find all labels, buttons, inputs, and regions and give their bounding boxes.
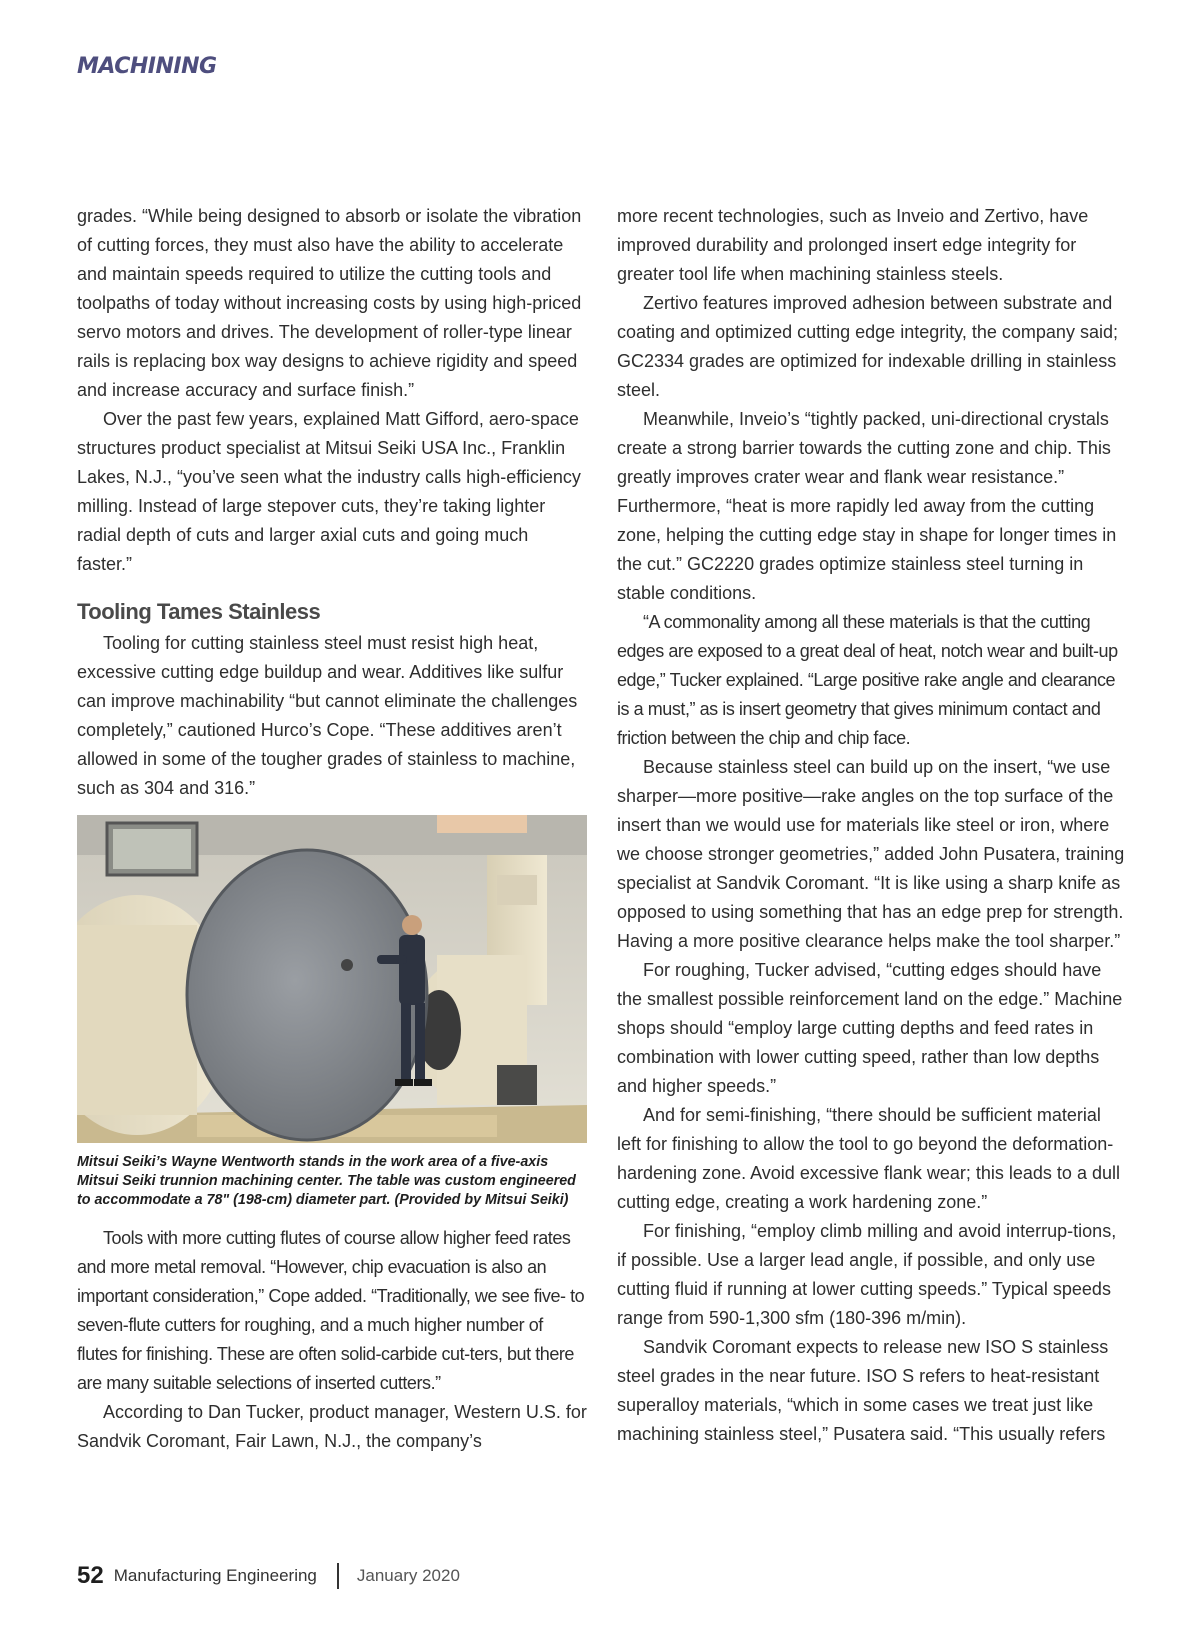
paragraph: grades. “While being designed to absorb or isolate the vibration of cutting forces, they must also have the ability to accelerate and maintain speeds required to utilize the cutting tools and toolpaths of today without increasing costs by using high-priced servo motors and drives. The development of roller-type linear rails is replacing box way designs to achieve rigidity and speed and increase accuracy and surface finish.” [77,206,582,400]
subheading: Tooling Tames Stainless [77,599,321,624]
page-footer [77,1562,460,1590]
paragraph: Meanwhile, Inveio’s “tightly packed, uni-directional crystals create a strong barrier towards the cutting zone and chip. This greatly improves crater wear and flank wear resistance.” Furthermore, “heat is more rapidly led away from the cutting zone, helping the cutting edge stay in shape for longer times in the cut.” GC2220 grades optimize stainless steel turning in stable conditions. [617,409,1117,603]
issue-date: January 2020 [356,1566,460,1585]
paragraph: And for semi-finishing, “there should be sufficient material left for finishing to allow the tool to go beyond the deformation-hardening zone. Avoid excessive flank wear; this leads to a dull cutting edge, creating a work hardening zone.” [617,1105,1120,1212]
paragraph: Sandvik Coromant expects to release new ISO S stainless steel grades in the near future. ISO S refers to heat-resistant superalloy materials, “which in some cases we treat just like machining stainless steel,” Pusatera said. “This usually refers [617,1337,1109,1444]
paragraph: more recent technologies, such as Inveio and Zertivo, have improved durability and prolonged insert edge integrity for greater tool life when machining stainless steels. [617,206,1089,284]
page-number: 52 [77,1562,104,1589]
paragraph: Tools with more cutting flutes of course allow higher feed rates and more metal removal. “However, chip evacuation is also an important consideration,” Cope added. “Traditionally, we see five- to seven-flute cutters for roughing, and a much higher number of flutes for finishing. These are often solid-carbide cut-ters, but there are many suitable selections of inserted cutters.” [77,1228,585,1393]
paragraph: “A commonality among all these materials is that the cutting edges are exposed to a great deal of heat, notch wear and built-up edge,” Tucker explained. “Large positive rake angle and clearance is a must,” as is insert geometry that gives minimum contact and friction between the chip and chip face. [617,612,1118,748]
paragraph: Tooling for cutting stainless steel must resist high heat, excessive cutting edge buildup and wear. Additives like sulfur can improve machinability “but cannot eliminate the challenges completely,” cautioned Hurco’s Cope. “These additives aren’t allowed in some of the tougher grades of stainless to machine, such as 304 and 316.” [77,633,578,798]
paragraph: Because stainless steel can build up on the insert, “we use sharper—more positive—rake angles on the top surface of the insert than we would use for materials like steel or iron, where we choose stronger geometries,” added John Pusatera, training specialist at Sandvik Coromant. “It is like using a sharp knife as opposed to using something that has an edge prep for strength. Having a more positive clearance helps make the tool sharper.” [617,757,1125,951]
paragraph: Over the past few years, explained Matt Gifford, aero-space structures product specialist at Mitsui Seiki USA Inc., Franklin Lakes, N.J., “you’ve seen what the industry calls high-efficiency milling. Instead of large stepover cuts, they’re taking lighter radial depth of cuts and larger axial cuts and going much faster.” [77,409,581,574]
left-column [77,202,587,1456]
magazine-name: Manufacturing Engineering [113,1566,317,1585]
paragraph: For roughing, Tucker advised, “cutting edges should have the smallest possible reinforcement land on the edge.” Machine shops should “employ large cutting depths and feed rates in combination with lower cutting speed, rather than low depths and higher speeds.” [617,960,1123,1096]
photo-caption: Mitsui Seiki’s Wayne Wentworth stands in the work area of a five-axis Mitsui Seiki trunnion machining center. The table was custom engineered to accommodate a 78" (198-cm) diameter part. (Provided by Mitsui Seiki) [77,1154,576,1208]
paragraph: For finishing, “employ climb milling and avoid interrup-tions, if possible. Use a larger lead angle, if possible, and only use cutting fluid if running at lower cutting speeds.” Typical speeds range from 590-1,300 sfm (180-396 m/min). [617,1221,1117,1328]
machining-center-photo [77,815,587,1143]
paragraph: According to Dan Tucker, product manager, Western U.S. for Sandvik Coromant, Fair Lawn, N.J., the company’s [77,1402,587,1451]
section-label: MACHINING [77,54,217,79]
paragraph: Zertivo features improved adhesion between substrate and coating and optimized cutting edge integrity, the company said; GC2334 grades are optimized for indexable drilling in stainless steel. [617,293,1118,400]
footer-divider [337,1563,339,1589]
right-column [617,202,1127,1449]
